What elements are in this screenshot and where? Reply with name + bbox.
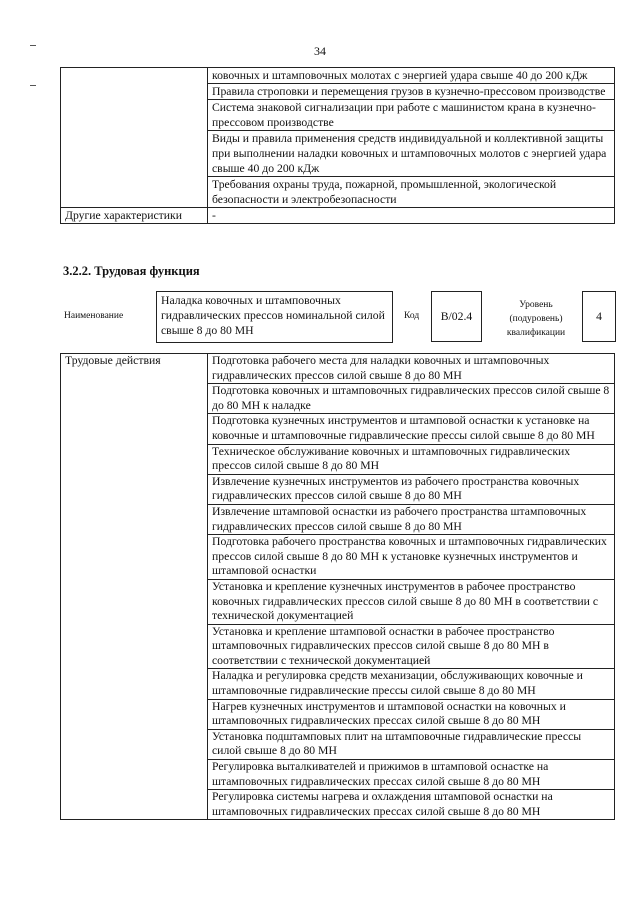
name-value-box: Наладка ковочных и штамповочных гидравлических прессов номинальной силой свыше 8 до 80 МН bbox=[156, 291, 393, 343]
table-cell: - bbox=[208, 208, 615, 224]
level-label: Уровень (подуровень) квалификации bbox=[506, 300, 566, 338]
table-cell: Подготовка кузнечных инструментов и штамповой оснастки к установке на ковочные и штамповочные гидравлические прессы силой свыше 8 до 80 МН bbox=[208, 414, 615, 444]
row-label-cell: Другие характеристики bbox=[61, 208, 208, 224]
table-cell: Требования охраны труда, пожарной, промышленной, экологической безопасности и электробезопасности bbox=[208, 177, 615, 208]
table-cell: Установка и крепление штамповой оснастки в рабочее пространство штамповочных гидравлических прессов силой свыше 8 до 80 МН в соответствии с технической документацией bbox=[208, 624, 615, 669]
table-cell: Извлечение кузнечных инструментов из рабочего пространства ковочных гидравлических прессов силой свыше 8 до 80 МН bbox=[208, 474, 615, 504]
row-label-cell bbox=[61, 68, 208, 208]
knowledge-table bbox=[60, 67, 615, 224]
name-label: Наименование bbox=[64, 311, 124, 321]
table-cell: Регулировка системы нагрева и охлаждения штамповой оснастки на штамповочных гидравлических прессах силой свыше 8 до 80 МН bbox=[208, 790, 615, 820]
table-cell: Установка и крепление кузнечных инструментов в рабочее пространство ковочных гидравлических прессов силой свыше 8 до 80 МН в соответствии с технической документацией bbox=[208, 579, 615, 624]
table-cell: Нагрев кузнечных инструментов и штамповой оснастки на ковочных и штамповочных гидравлических прессах силой свыше 8 до 80 МН bbox=[208, 699, 615, 729]
table-cell: Установка подштамповых плит на штамповочные гидравлические прессы силой свыше 8 до 80 МН bbox=[208, 729, 615, 759]
table-cell: ковочных и штамповочных молотах с энергией удара свыше 40 до 200 кДж bbox=[208, 68, 615, 84]
table-cell: Подготовка ковочных и штамповочных гидравлических прессов силой свыше 8 до 80 МН к наладке bbox=[208, 384, 615, 414]
table-row bbox=[61, 354, 615, 384]
table-cell: Подготовка рабочего пространства ковочных и штамповочных гидравлических прессов силой свыше 8 до 80 МН к установке кузнечных инструментов и штамповой оснастки bbox=[208, 535, 615, 580]
table-row bbox=[61, 68, 615, 84]
table-cell: Виды и правила применения средств индивидуальной и коллективной защиты при выполнении наладки ковочных и штамповочных молотов с энергией удара свыше 40 до 200 кДж bbox=[208, 131, 615, 177]
table-cell: Правила строповки и перемещения грузов в кузнечно-прессовом производстве bbox=[208, 84, 615, 100]
table-cell: Система знаковой сигнализации при работе с машинистом крана в кузнечно-прессовом производстве bbox=[208, 100, 615, 131]
margin-mark bbox=[30, 45, 36, 46]
page-number: 34 bbox=[314, 44, 326, 58]
margin-mark bbox=[30, 85, 36, 86]
table-cell: Извлечение штамповой оснастки из рабочего пространства штамповочных гидравлических прессов силой свыше 8 до 80 МН bbox=[208, 504, 615, 534]
section-heading: 3.2.2. Трудовая функция bbox=[63, 264, 200, 278]
row-label-cell: Трудовые действия bbox=[61, 354, 208, 820]
labour-actions-table bbox=[60, 353, 615, 820]
table-row bbox=[61, 208, 615, 224]
level-value-box: 4 bbox=[582, 291, 616, 342]
table-cell: Подготовка рабочего места для наладки ковочных и штамповочных гидравлических прессов силой свыше 8 до 80 МН bbox=[208, 354, 615, 384]
table-cell: Регулировка выталкивателей и прижимов в штамповой оснастке на штамповочных гидравлических прессах силой свыше 8 до 80 МН bbox=[208, 760, 615, 790]
code-label: Код bbox=[404, 311, 420, 321]
table-cell: Техническое обслуживание ковочных и штамповочных гидравлических прессов силой свыше 8 до 80 МН bbox=[208, 444, 615, 474]
table-cell: Наладка и регулировка средств механизации, обслуживающих ковочные и штамповочные гидравлические прессы силой свыше 8 до 80 МН bbox=[208, 669, 615, 699]
code-value-box: B/02.4 bbox=[431, 291, 482, 342]
